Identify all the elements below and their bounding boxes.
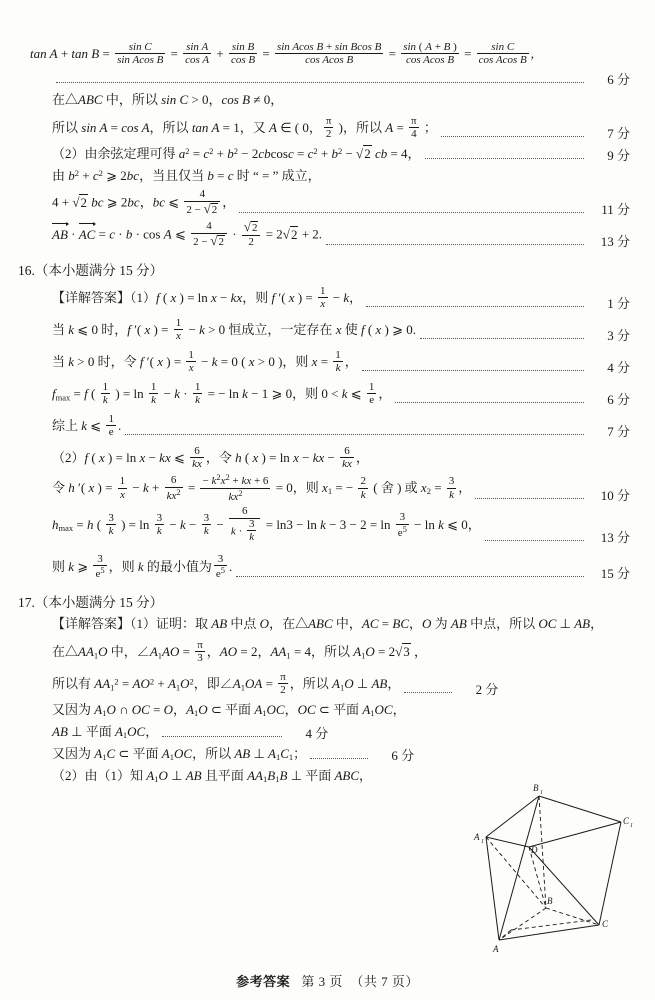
question-17-heading: [18, 591, 630, 611]
math-expression: 所以 sin A = cos A，所以 tan A = 1，又 A ∈ ( 0， $\frac{\pi}{2}$ )，所以 A = $\frac{\pi}{4}$ ；: [52, 114, 437, 141]
solution-line: [52, 548, 630, 582]
score-label: 13 分: [600, 529, 630, 545]
leader-dots: [366, 305, 584, 307]
score-label: 4 分: [305, 725, 329, 741]
leader-dots: [475, 497, 584, 499]
solution-line: [52, 410, 630, 440]
math-expression: （2）f ( x ) = ln x − kx ⩽ $\frac{6}{kx}$ ，令 h ( x ) = ln x − kx − $\frac{6}{kx}$ ，: [52, 444, 369, 471]
math-expression: 令 h ′( x ) = $\frac{1}{x}$ − k + $\frac{6}{kx^2}$ = $\frac{- k^2x^2 + kx + 6}{kx^2}$ = 0，则 $x_1$ = − $\frac{2}{k}$ ( 舍 ) 或 $x_2$ = $\frac{3}{k}$ ，: [52, 472, 472, 503]
score-label: 10 分: [600, 488, 630, 503]
question-number: 16.: [18, 263, 35, 278]
score-label: 6 分: [607, 392, 630, 407]
score-label: 2 分: [475, 681, 499, 697]
math-expression: 所以有 $AA_1^2 = AO^2 + A_1O^2$，即$\angle A_1OA$ = $\frac{\pi}{2}$ ，所以 $A_1O$ ⊥ AB，: [52, 670, 401, 697]
math-expression: 当 k ⩽ 0 时，f ′( x ) = $\frac{1}{x}$ − k > 0 恒成立，一定存在 x 使 f ( x ) ⩾ 0.: [52, 316, 416, 343]
solution-line: [52, 314, 630, 344]
figure-label-D: D: [531, 845, 538, 855]
score-label: 9 分: [607, 148, 630, 163]
score-label: 4 分: [607, 360, 630, 375]
question-number: 17.: [18, 594, 35, 610]
score-label: 1 分: [607, 296, 630, 311]
math-expression: $f_{max} = f$ ( $\frac{1}{k}$ ) = ln $\frac{1}{k}$ − k · $\frac{1}{k}$ = − ln k − 1 ⩾ 0，则 0 < k ⩽ $\frac{1}{e}$ ，: [52, 380, 392, 407]
score-label: 6 分: [391, 747, 415, 763]
solution-line: [30, 34, 630, 68]
svg-text:1: 1: [540, 790, 543, 796]
solution-line: [52, 474, 630, 504]
question-head-text: （本小题满分 15 分）: [34, 594, 164, 610]
solution-line: [52, 166, 630, 186]
math-expression: tan A + tan B = $\frac{\text{sin C}}{\text{sin Acos B}}$ = $\frac{\text{sin A}}{\text{cos A}}$ + $\frac{\text{sin B}}{\text{cos B}}$ = $\frac{\text{sin Acos B + sin Bcos B}}{\text{cos Acos B}}$ = $\frac{\sin ( A + B )}{\text{cos Acos B}}$ = $\frac{\text{sin C}}{\text{cos Acos B}}$ ,: [30, 40, 534, 67]
leader-dots: [56, 81, 584, 83]
math-expression: 由 $b^2 + c^2$ ⩾ 2bc，当且仅当 b = c 时 “ = ” 成立，: [52, 168, 321, 184]
leader-dots: [310, 757, 368, 759]
leader-dots: [236, 575, 584, 577]
solution-line: [52, 188, 630, 218]
svg-text:1: 1: [630, 823, 633, 829]
leader-dots: [420, 337, 584, 339]
figure-label-B: B: [547, 896, 553, 906]
page-footer: [0, 971, 655, 990]
figure-label-B1: B: [533, 783, 539, 793]
solution-line: [52, 282, 630, 312]
solution-line: [52, 744, 630, 764]
leader-dots: [404, 691, 452, 693]
math-expression: （2）由余弦定理可得 $a^2 = c^2 + b^2 - 2cbcosc = c^2 + b^2 - √2$ cb = 4，: [52, 146, 421, 162]
leader-dots: [441, 135, 584, 137]
leader-dots: [362, 369, 584, 371]
solution-line: [52, 636, 630, 666]
score-label: 11 分: [601, 202, 630, 217]
solution-line: [52, 90, 630, 110]
score-label: 6 分: [607, 72, 630, 87]
math-expression: AB · AC = c · b · cos A ⩽ $\frac{4}{2 - √2}$ · $\frac{√2}{2}$ = 2√2 + 2.: [52, 219, 323, 249]
math-expression: 在△ABC 中，所以 sin C > 0，cos B ≠ 0，: [52, 92, 284, 108]
solution-line: [52, 614, 630, 634]
leader-dots: [326, 243, 584, 245]
math-expression: 4 + √2 bc ⩾ 2bc，bc ⩽ $\frac{4}{2 - √2}$ ，: [52, 188, 236, 217]
math-expression: 【详解答案】（1）证明：取 AB 中点 O，在△ABC 中，AC = BC，O 为 AB 中点，所以 OC ⊥ AB，: [52, 616, 604, 632]
leader-dots: [425, 157, 584, 159]
math-expression: 又因为 $A_1O$ ∩ OC = O，$A_1O$ ⊂ 平面 $A_1OC$，OC ⊂ 平面 $A_1OC$，: [52, 702, 406, 719]
solution-line: [52, 378, 630, 408]
figure-label-C1: C: [623, 816, 630, 826]
figure-label-C: C: [602, 919, 609, 929]
solution-line: [52, 220, 630, 250]
math-expression: 当 k > 0 时，令 f ′( x ) = $\frac{1}{x}$ − k = 0 ( x > 0 )，则 x = $\frac{1}{k}$ ，: [52, 348, 358, 375]
svg-text:1: 1: [481, 839, 484, 845]
score-label: 7 分: [607, 424, 630, 439]
solution-line-score: [52, 68, 630, 88]
solution-line: [52, 668, 630, 698]
leader-dots: [395, 401, 584, 403]
solution-line: [52, 506, 630, 546]
solution-line: [52, 442, 630, 472]
leader-dots: [162, 735, 282, 737]
leader-dots: [125, 433, 584, 435]
solution-line: [52, 144, 630, 164]
solution-line: [52, 346, 630, 376]
figure-label-A1: A: [474, 832, 480, 842]
score-label: 3 分: [607, 328, 630, 343]
answer-content: [18, 34, 630, 788]
figure-label-A: A: [493, 944, 499, 954]
solution-line: [52, 700, 630, 720]
math-expression: 在$\triangle AA_1O$ 中，$\angle A_1AO$ = $\frac{\pi}{3}$ ，AO = 2，$AA_1 = 4$，所以 $A_1O = 2√3$ ，: [52, 638, 428, 665]
math-expression: AB ⊥ 平面 $A_1OC$，: [52, 724, 159, 741]
leader-dots: [485, 539, 584, 541]
math-expression: 又因为 $A_1C$ ⊂ 平面 $A_1OC$，所以 AB ⊥ $A_1C_1$；: [52, 746, 307, 763]
math-expression: 【详解答案】（1）f ( x ) = ln x − kx，则 f ′( x ) = $\frac{1}{x}$ − k，: [52, 284, 363, 311]
score-label: 7 分: [607, 126, 630, 141]
leader-dots: [239, 211, 584, 213]
math-expression: $h_{max} = h$ ( $\frac{3}{k}$ ) = ln $\frac{3}{k}$ − k − $\frac{3}{k}$ − 6 k · $\frac{3}{k}$ = ln3 − ln k − 3 − 2 = ln $\frac{3}{e^5}$ − ln k ⩽ 0，: [52, 505, 481, 544]
solution-line: [52, 722, 630, 742]
math-expression: 则 k ⩾ $\frac{3}{e^5}$ ，则 k 的最小值为 $\frac{3}{e^5}$ .: [52, 552, 233, 581]
score-label: 13 分: [600, 234, 630, 249]
question-16-heading: [18, 259, 630, 279]
score-label: 15 分: [600, 565, 630, 581]
question-head-text: （本小题满分 15 分）: [34, 263, 164, 278]
footer-page: 第 3 页: [301, 974, 343, 989]
footer-title: 参考答案: [236, 974, 291, 989]
footer-total: （共 7 页）: [350, 974, 419, 989]
math-expression: （2）由（1）知 $A_1O$ ⊥ AB 且平面 $AA_1B_1B$ ⊥ 平面 ABC，: [52, 768, 373, 785]
math-expression: 综上 k ⩽ $\frac{1}{e}$ .: [52, 412, 122, 439]
geometry-figure: [471, 780, 641, 955]
solution-line: [52, 112, 630, 142]
